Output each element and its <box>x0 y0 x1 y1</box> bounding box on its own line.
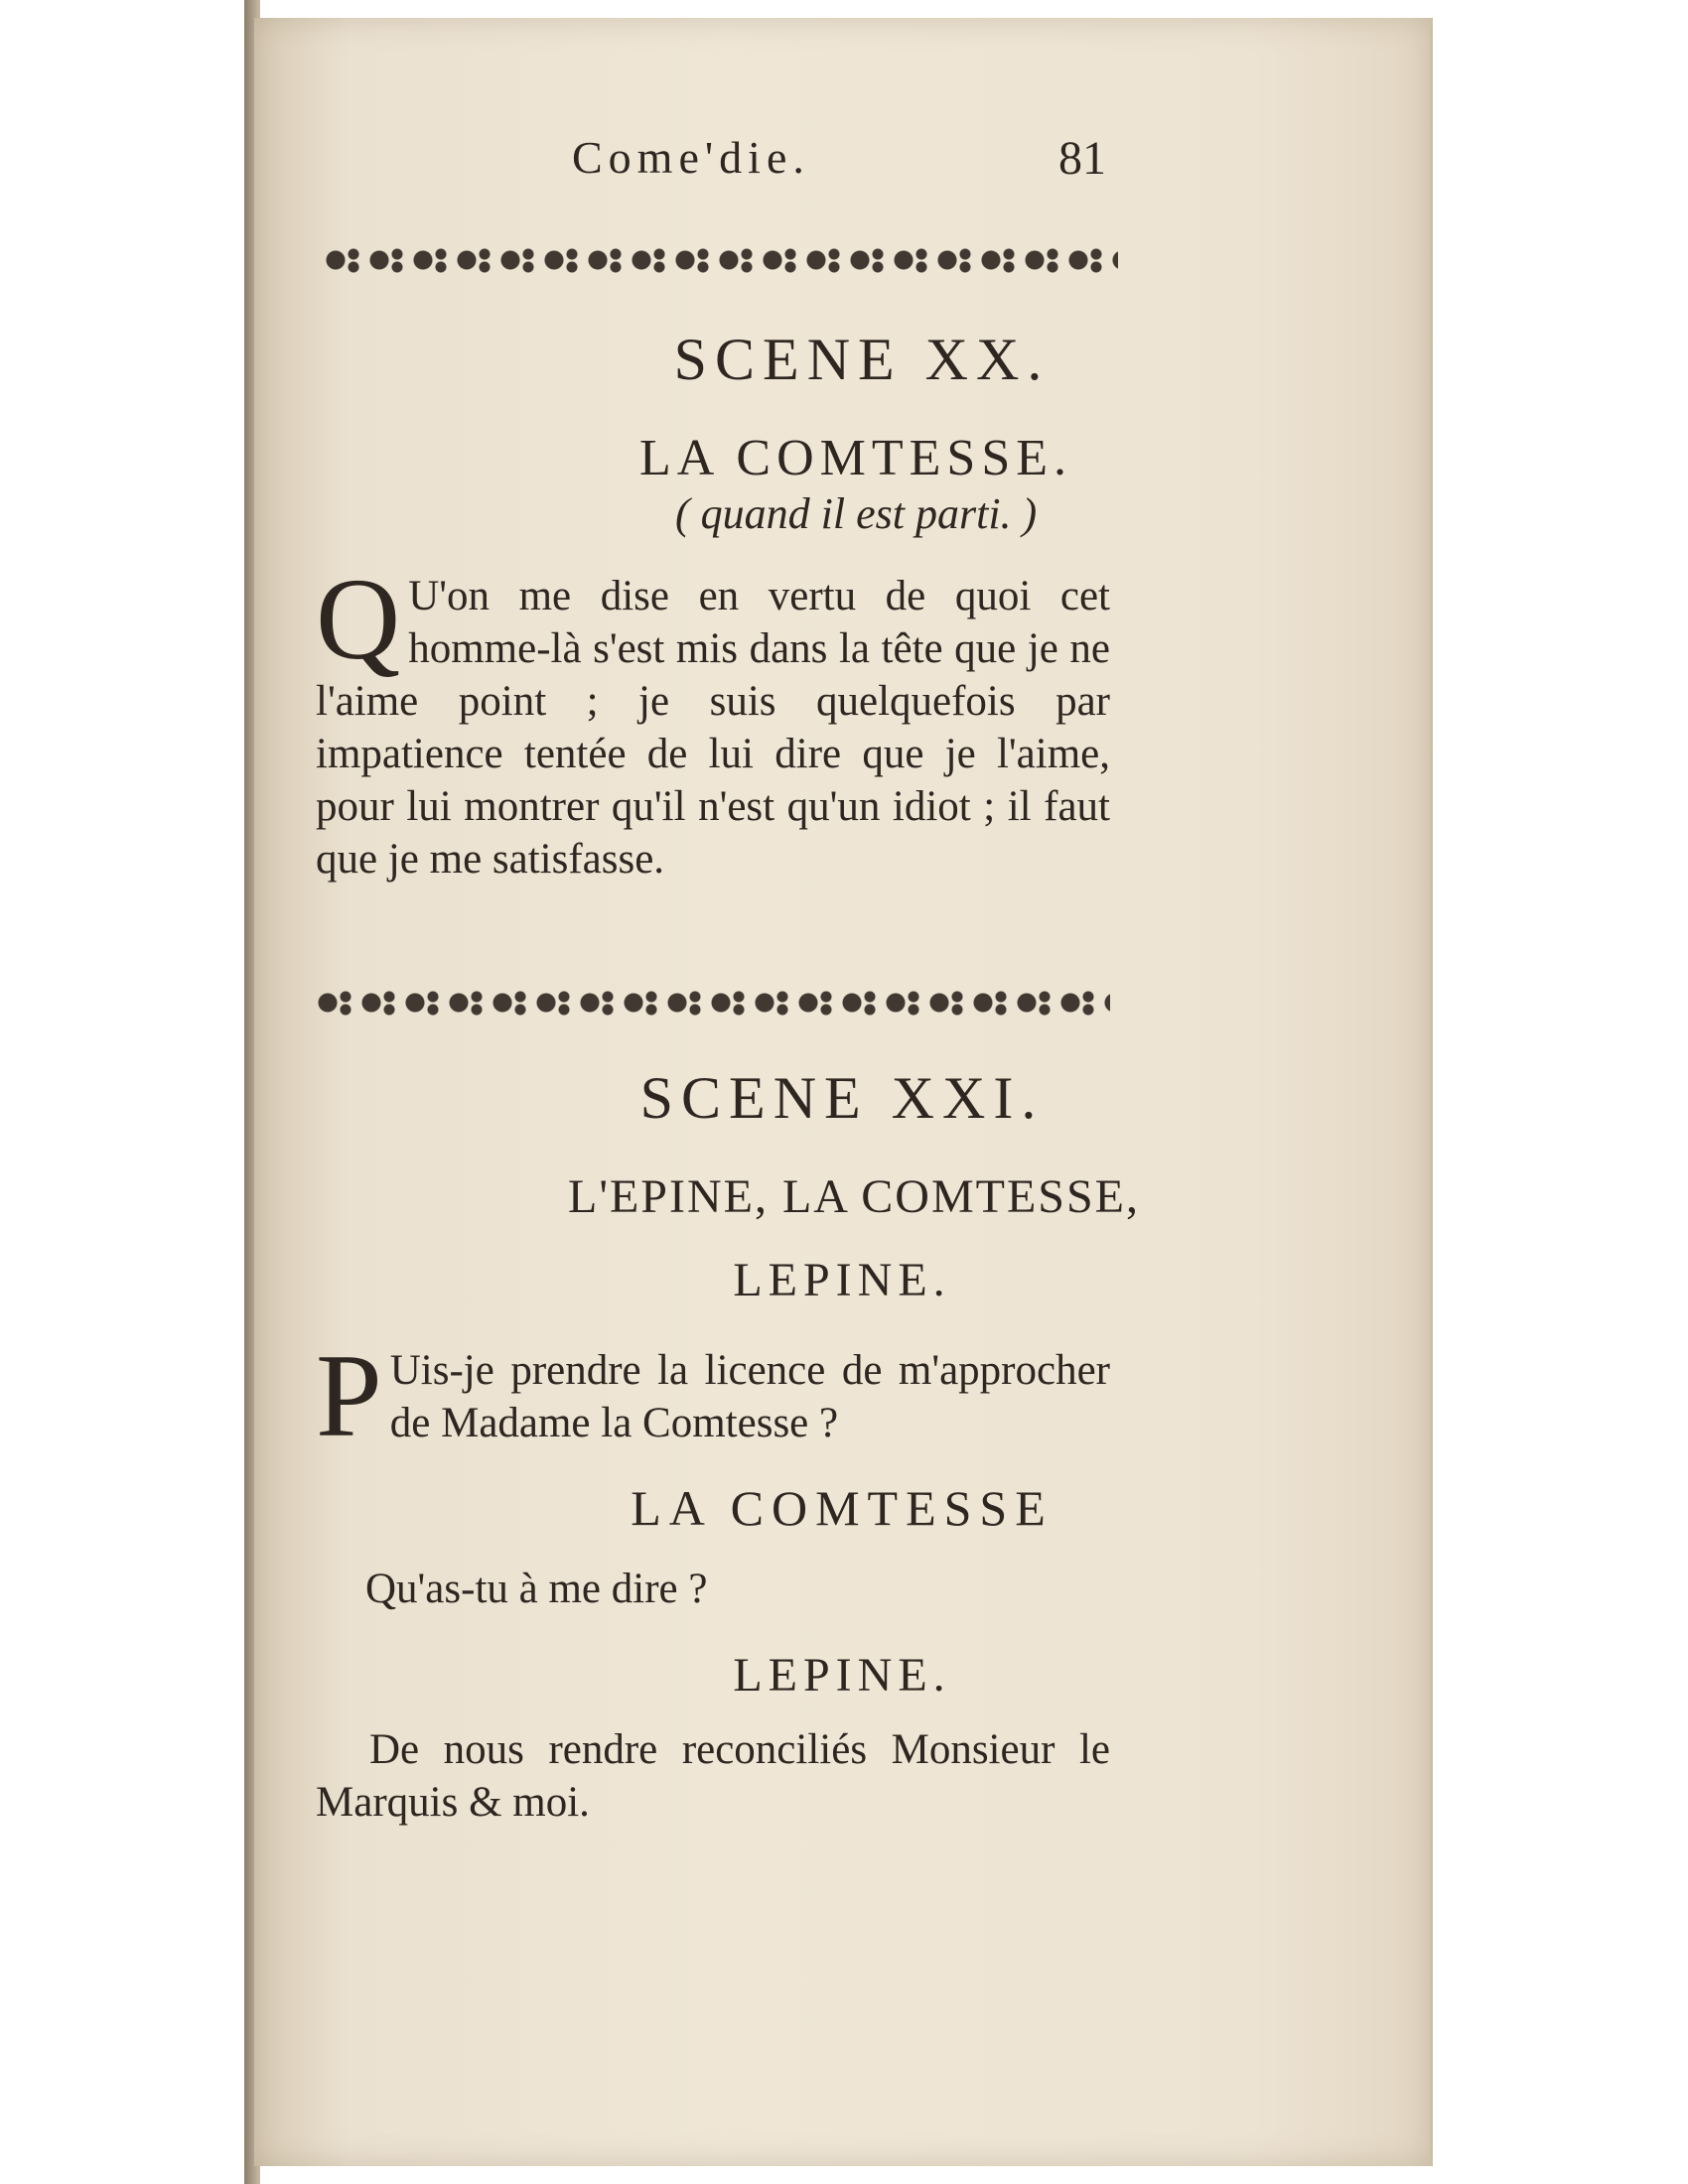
ornament-band-top <box>324 240 1118 280</box>
dropcap-q: Q <box>316 554 401 684</box>
page-number: 81 <box>1058 132 1106 185</box>
scene-21-characters: L'EPINE, LA COMTESSE, <box>568 1170 1140 1223</box>
scene-20-paragraph <box>316 554 1110 886</box>
stage-direction: ( quand il est parti. ) <box>675 489 1038 538</box>
lepine-paragraph-2: De nous rendre reconciliés Monsieur le Marquis & moi. <box>316 1726 1110 1826</box>
comtesse-line: Qu'as-tu à me dire ? <box>365 1566 708 1612</box>
dropcap-p: P <box>316 1329 382 1461</box>
scene-21-title: SCENE XXI. <box>639 1065 1045 1131</box>
running-title: Come'die. <box>572 132 810 183</box>
speaker-comtesse: LA COMTESSE <box>631 1480 1054 1536</box>
speaker-lepine-1: LEPINE. <box>733 1254 951 1306</box>
ornament-band-middle <box>316 983 1110 1023</box>
scene-20-title: SCENE XX. <box>673 327 1051 392</box>
speaker-lepine-2: LEPINE. <box>733 1649 951 1702</box>
scene-20-speaker: LA COMTESSE. <box>638 430 1073 486</box>
scene-20-text: U'on me dise en vertu de quoi cet homme-là s'est mis dans la tête que je ne l'aime point ; je suis quelquefois par impatience tentée de lui dire que je l'aime, pour lui montrer qu'il n'est qu'un idiot ; il faut que je me satisfasse. <box>316 573 1110 883</box>
lepine-paragraph-1 <box>316 1329 1110 1461</box>
lepine-text-1: Uis-je prendre la licence de m'approcher de Madame la Comtesse ? <box>389 1347 1110 1446</box>
